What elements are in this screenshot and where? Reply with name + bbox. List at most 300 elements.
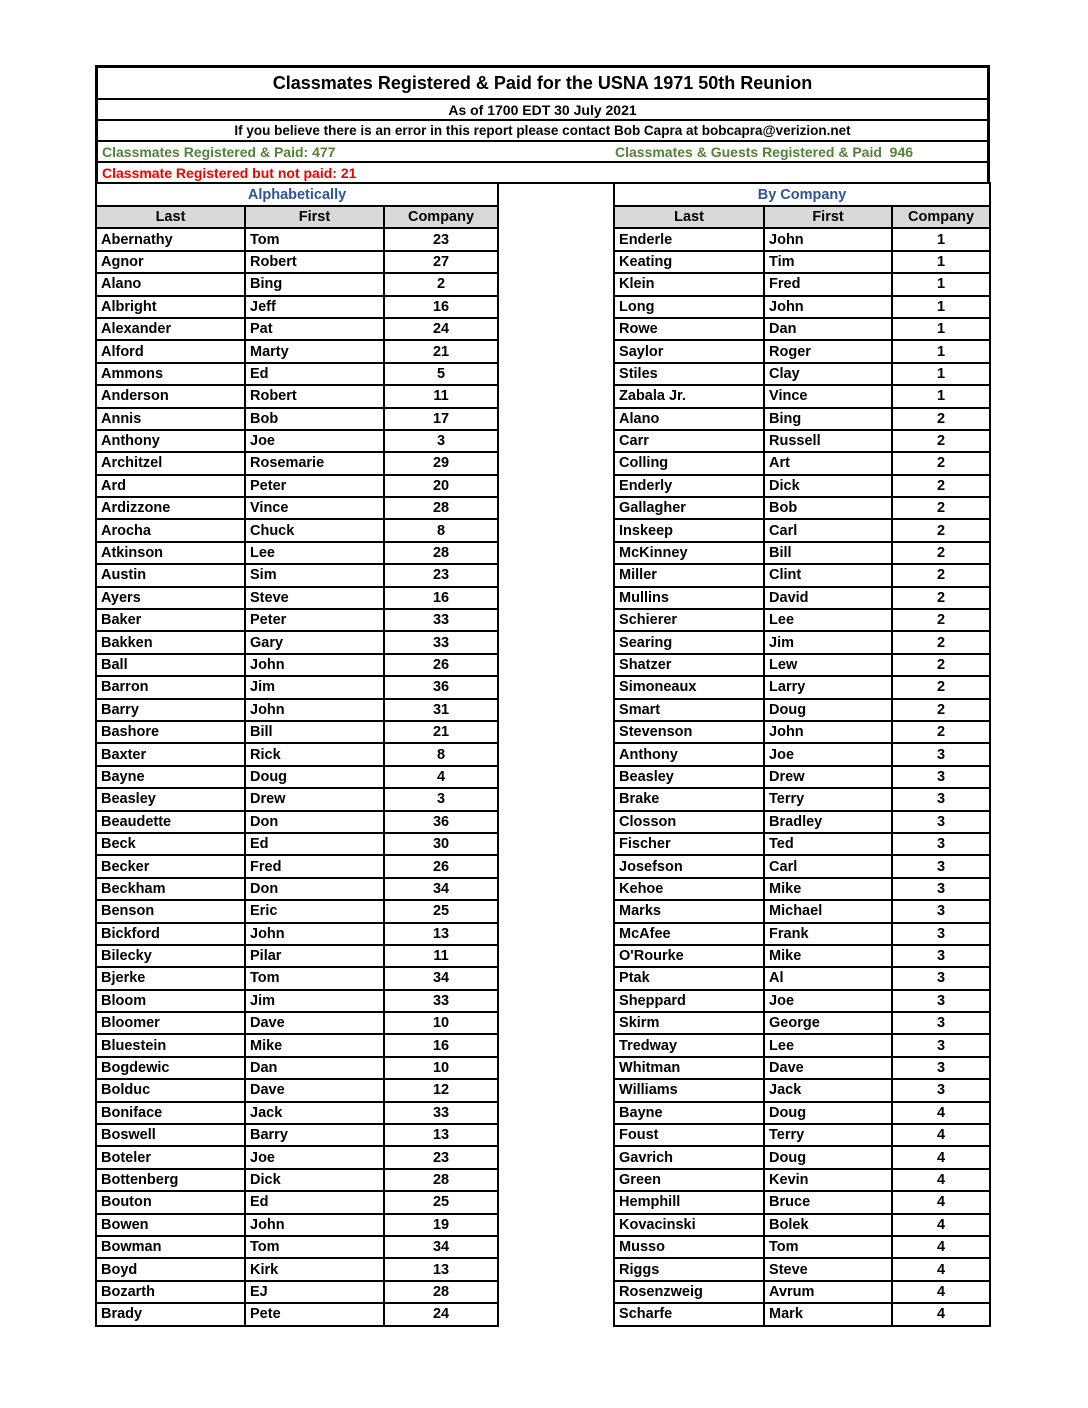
table-row <box>96 228 498 250</box>
table-cell: Chuck <box>245 519 384 541</box>
table-cell: 2 <box>892 475 990 497</box>
table-cell: Pilar <box>245 945 384 967</box>
table-cell: 3 <box>892 833 990 855</box>
table-row <box>96 654 498 676</box>
table-cell: Bob <box>764 497 892 519</box>
table-cell: John <box>245 923 384 945</box>
table-row <box>96 833 498 855</box>
table-cell: 8 <box>384 743 498 765</box>
table-cell: Dick <box>245 1169 384 1191</box>
table-cell: 28 <box>384 542 498 564</box>
table-row <box>614 497 990 519</box>
table-cell: 36 <box>384 811 498 833</box>
stats-row <box>98 140 987 161</box>
table-cell: Musso <box>614 1236 764 1258</box>
table-row <box>614 296 990 318</box>
table-cell: McKinney <box>614 542 764 564</box>
table-row <box>614 990 990 1012</box>
table-cell: Tom <box>764 1236 892 1258</box>
table-row <box>614 766 990 788</box>
table-cell: Stiles <box>614 363 764 385</box>
table-cell: 2 <box>892 676 990 698</box>
table-row <box>614 699 990 721</box>
table-row <box>614 878 990 900</box>
table-cell: Bolek <box>764 1214 892 1236</box>
column-header-first: First <box>764 206 892 228</box>
table-row <box>614 1303 990 1325</box>
table-cell: Art <box>764 452 892 474</box>
table-row <box>96 587 498 609</box>
table-cell: Joe <box>764 990 892 1012</box>
error-contact-note: If you believe there is an error in this report please contact Bob Capra at bobcapra@verizion.net <box>98 119 987 140</box>
table-cell: Inskeep <box>614 519 764 541</box>
table-row <box>96 542 498 564</box>
report-title: Classmates Registered & Paid for the USNA 1971 50th Reunion <box>272 72 813 93</box>
table-cell: Alano <box>96 273 245 295</box>
table-cell: 4 <box>384 766 498 788</box>
table-cell: 33 <box>384 990 498 1012</box>
table-cell: Boniface <box>96 1102 245 1124</box>
table-row <box>614 385 990 407</box>
table-cell: Kovacinski <box>614 1214 764 1236</box>
table-cell: 23 <box>384 1146 498 1168</box>
table-row <box>614 340 990 362</box>
table-cell: Carl <box>764 855 892 877</box>
table-cell: Riggs <box>614 1258 764 1280</box>
table-cell: 1 <box>892 340 990 362</box>
table-cell: Sheppard <box>614 990 764 1012</box>
table-cell: Mullins <box>614 587 764 609</box>
table-row <box>614 1236 990 1258</box>
table-cell: David <box>764 587 892 609</box>
table-cell: Smart <box>614 699 764 721</box>
table-cell: 1 <box>892 385 990 407</box>
table-cell: Tim <box>764 251 892 273</box>
table-cell: Mike <box>764 945 892 967</box>
table-row <box>614 1146 990 1168</box>
table-cell: Enderle <box>614 228 764 250</box>
table-cell: 3 <box>384 788 498 810</box>
table-row <box>96 340 498 362</box>
table-cell: Ball <box>96 654 245 676</box>
table-cell: John <box>245 1214 384 1236</box>
table-cell: Jim <box>245 990 384 1012</box>
table-cell: Carr <box>614 430 764 452</box>
column-header-first: First <box>245 206 384 228</box>
column-header-company: Company <box>892 206 990 228</box>
table-cell: Rick <box>245 743 384 765</box>
table-cell: Kevin <box>764 1169 892 1191</box>
table-cell: 8 <box>384 519 498 541</box>
table-cell: Don <box>245 811 384 833</box>
table-row <box>96 766 498 788</box>
table-cell: 2 <box>892 542 990 564</box>
table-cell: 23 <box>384 564 498 586</box>
table-cell: Bickford <box>96 923 245 945</box>
table-cell: Tredway <box>614 1034 764 1056</box>
table-cell: Stevenson <box>614 721 764 743</box>
table-cell: 2 <box>384 273 498 295</box>
table-cell: Sim <box>245 564 384 586</box>
table-title-row <box>614 183 990 206</box>
table-cell: 16 <box>384 296 498 318</box>
table-cell: 2 <box>892 721 990 743</box>
table-cell: 3 <box>892 1079 990 1101</box>
table-cell: Bowman <box>96 1236 245 1258</box>
table-cell: 31 <box>384 699 498 721</box>
table-row <box>96 318 498 340</box>
table-cell: 1 <box>892 228 990 250</box>
table-row <box>614 811 990 833</box>
table-cell: Steve <box>764 1258 892 1280</box>
table-row <box>96 564 498 586</box>
table-row <box>96 1034 498 1056</box>
table-cell: Rosenzweig <box>614 1281 764 1303</box>
table-cell: Robert <box>245 385 384 407</box>
table-cell: 2 <box>892 631 990 653</box>
table-cell: 25 <box>384 900 498 922</box>
table-cell: Rosemarie <box>245 452 384 474</box>
table-cell: 11 <box>384 385 498 407</box>
column-header-last: Last <box>96 206 245 228</box>
table-row <box>96 497 498 519</box>
table-cell: Barry <box>245 1124 384 1146</box>
table-cell: O'Rourke <box>614 945 764 967</box>
table-cell: 13 <box>384 923 498 945</box>
table-cell: 5 <box>384 363 498 385</box>
table-cell: 4 <box>892 1191 990 1213</box>
table-row <box>96 296 498 318</box>
tables-section <box>95 182 990 1327</box>
table-cell: Michael <box>764 900 892 922</box>
table-cell: 3 <box>892 1057 990 1079</box>
alphabetical-table <box>95 182 499 1327</box>
table-cell: 30 <box>384 833 498 855</box>
table-cell: 1 <box>892 296 990 318</box>
table-cell: Avrum <box>764 1281 892 1303</box>
table-cell: Keating <box>614 251 764 273</box>
table-cell: Dave <box>764 1057 892 1079</box>
table-cell: Ammons <box>96 363 245 385</box>
table-cell: Beck <box>96 833 245 855</box>
table-cell: 33 <box>384 631 498 653</box>
table-cell: 21 <box>384 340 498 362</box>
table-cell: Beckham <box>96 878 245 900</box>
table-cell: Benson <box>96 900 245 922</box>
table-cell: Roger <box>764 340 892 362</box>
table-row <box>96 609 498 631</box>
table-cell: Saylor <box>614 340 764 362</box>
table-cell: Anthony <box>96 430 245 452</box>
table-cell: Mike <box>245 1034 384 1056</box>
table-cell: Peter <box>245 609 384 631</box>
table-cell: 24 <box>384 1303 498 1325</box>
table-cell: Mark <box>764 1303 892 1325</box>
table-cell: Al <box>764 967 892 989</box>
column-header-row <box>614 206 990 228</box>
table-cell: 34 <box>384 967 498 989</box>
table-cell: Bowen <box>96 1214 245 1236</box>
table-cell: Albright <box>96 296 245 318</box>
table-row <box>96 475 498 497</box>
table-cell: Ard <box>96 475 245 497</box>
table-cell: Williams <box>614 1079 764 1101</box>
table-cell: 2 <box>892 654 990 676</box>
table-row <box>96 631 498 653</box>
table-cell: Fred <box>764 273 892 295</box>
table-cell: John <box>245 654 384 676</box>
table-cell: Bing <box>245 273 384 295</box>
table-row <box>614 1057 990 1079</box>
table-row <box>96 811 498 833</box>
table-cell: Alford <box>96 340 245 362</box>
table-row <box>96 1079 498 1101</box>
table-row <box>96 519 498 541</box>
table-cell: 4 <box>892 1214 990 1236</box>
table-row <box>614 609 990 631</box>
table-cell: Dan <box>245 1057 384 1079</box>
table-cell: Bill <box>245 721 384 743</box>
table-cell: Hemphill <box>614 1191 764 1213</box>
table-row <box>96 923 498 945</box>
table-cell: Alexander <box>96 318 245 340</box>
table-cell: Bolduc <box>96 1079 245 1101</box>
table-cell: Bashore <box>96 721 245 743</box>
table-row <box>614 721 990 743</box>
table-cell: Lee <box>764 609 892 631</box>
table-cell: 4 <box>892 1258 990 1280</box>
table-cell: Drew <box>245 788 384 810</box>
table-cell: Anthony <box>614 743 764 765</box>
table-row <box>614 967 990 989</box>
table-cell: Barry <box>96 699 245 721</box>
table-cell: Lee <box>245 542 384 564</box>
table-cell: Tom <box>245 228 384 250</box>
table-cell: Rowe <box>614 318 764 340</box>
table-row <box>96 990 498 1012</box>
table-cell: Drew <box>764 766 892 788</box>
table-row <box>96 1146 498 1168</box>
table-cell: 4 <box>892 1102 990 1124</box>
table-row <box>614 1281 990 1303</box>
table-cell: Eric <box>245 900 384 922</box>
table-cell: Bakken <box>96 631 245 653</box>
table-cell: 4 <box>892 1124 990 1146</box>
table-cell: 13 <box>384 1258 498 1280</box>
table-cell: Closson <box>614 811 764 833</box>
table-cell: George <box>764 1012 892 1034</box>
table-cell: Fischer <box>614 833 764 855</box>
table-cell: Gary <box>245 631 384 653</box>
table-cell: Zabala Jr. <box>614 385 764 407</box>
table-cell: 4 <box>892 1169 990 1191</box>
table-row <box>96 452 498 474</box>
table-cell: Bozarth <box>96 1281 245 1303</box>
table-row <box>614 430 990 452</box>
table-cell: Joe <box>245 430 384 452</box>
table-cell: Robert <box>245 251 384 273</box>
table-cell: Miller <box>614 564 764 586</box>
table-cell: Foust <box>614 1124 764 1146</box>
table-cell: Pat <box>245 318 384 340</box>
table-cell: Barron <box>96 676 245 698</box>
table-cell: Lee <box>764 1034 892 1056</box>
table-row <box>96 385 498 407</box>
table-cell: 34 <box>384 878 498 900</box>
table-cell: 28 <box>384 1169 498 1191</box>
table-cell: 2 <box>892 609 990 631</box>
table-cell: 36 <box>384 676 498 698</box>
table-row <box>614 1124 990 1146</box>
table-row <box>96 1057 498 1079</box>
table-cell: Ardizzone <box>96 497 245 519</box>
table-cell: Joe <box>245 1146 384 1168</box>
table-cell: Schierer <box>614 609 764 631</box>
table-row <box>614 1034 990 1056</box>
table-cell: Bottenberg <box>96 1169 245 1191</box>
table-cell: 21 <box>384 721 498 743</box>
table-cell: 11 <box>384 945 498 967</box>
table-cell: Boyd <box>96 1258 245 1280</box>
table-row <box>96 788 498 810</box>
table-cell: 10 <box>384 1012 498 1034</box>
table-cell: Bayne <box>614 1102 764 1124</box>
table-cell: Ed <box>245 1191 384 1213</box>
table-cell: Abernathy <box>96 228 245 250</box>
table-cell: 2 <box>892 452 990 474</box>
table-cell: Jeff <box>245 296 384 318</box>
table-cell: Pete <box>245 1303 384 1325</box>
table-row <box>614 251 990 273</box>
table-cell: 33 <box>384 609 498 631</box>
table-cell: Bruce <box>764 1191 892 1213</box>
table-cell: 3 <box>384 430 498 452</box>
table-cell: Bouton <box>96 1191 245 1213</box>
table-cell: Architzel <box>96 452 245 474</box>
table-cell: Vince <box>764 385 892 407</box>
table-cell: 3 <box>892 900 990 922</box>
table-row <box>96 743 498 765</box>
table-cell: Baxter <box>96 743 245 765</box>
table-cell: 4 <box>892 1146 990 1168</box>
table-row <box>614 1079 990 1101</box>
table-row <box>96 1012 498 1034</box>
table-cell: 24 <box>384 318 498 340</box>
table-cell: Simoneaux <box>614 676 764 698</box>
column-header-last: Last <box>614 206 764 228</box>
table-cell: Atkinson <box>96 542 245 564</box>
table-cell: Ed <box>245 833 384 855</box>
table-cell: Ayers <box>96 587 245 609</box>
table-cell: 4 <box>892 1303 990 1325</box>
table-cell: 28 <box>384 497 498 519</box>
reunion-report <box>95 65 990 1327</box>
table-cell: 3 <box>892 743 990 765</box>
table-row <box>614 408 990 430</box>
table-cell: Beasley <box>614 766 764 788</box>
table-cell: Searing <box>614 631 764 653</box>
table-cell: 2 <box>892 408 990 430</box>
stat-registered-paid: Classmates Registered & Paid: 477 <box>102 143 336 160</box>
table-cell: Austin <box>96 564 245 586</box>
stat-registered-not-paid-row <box>98 161 987 182</box>
table-row <box>96 900 498 922</box>
table-row <box>96 1102 498 1124</box>
table-cell: 1 <box>892 273 990 295</box>
table-row <box>614 654 990 676</box>
table-cell: 3 <box>892 1034 990 1056</box>
table-row <box>614 631 990 653</box>
table-cell: 10 <box>384 1057 498 1079</box>
table-cell: 3 <box>892 811 990 833</box>
table-cell: Kehoe <box>614 878 764 900</box>
table-cell: Tom <box>245 967 384 989</box>
table-cell: Peter <box>245 475 384 497</box>
table-cell: Clay <box>764 363 892 385</box>
table-cell: Dick <box>764 475 892 497</box>
table-cell: Brake <box>614 788 764 810</box>
table-cell: 16 <box>384 1034 498 1056</box>
table-cell: Becker <box>96 855 245 877</box>
table-row <box>614 363 990 385</box>
table-cell: Bluestein <box>96 1034 245 1056</box>
alphabetical-table-body <box>96 228 498 1325</box>
table-cell: 23 <box>384 228 498 250</box>
table-cell: Enderly <box>614 475 764 497</box>
table-row <box>96 855 498 877</box>
table-row <box>614 519 990 541</box>
table-row <box>614 318 990 340</box>
table-row <box>614 1012 990 1034</box>
table-row <box>96 363 498 385</box>
table-cell: 26 <box>384 855 498 877</box>
table-cell: 17 <box>384 408 498 430</box>
table-row <box>614 945 990 967</box>
table-row <box>96 1124 498 1146</box>
table-cell: Gallagher <box>614 497 764 519</box>
table-cell: Colling <box>614 452 764 474</box>
table-cell: 2 <box>892 519 990 541</box>
table-row <box>614 564 990 586</box>
table-cell: Ptak <box>614 967 764 989</box>
table-cell: Carl <box>764 519 892 541</box>
table-cell: Bayne <box>96 766 245 788</box>
table-row <box>96 251 498 273</box>
table-cell: Marty <box>245 340 384 362</box>
table-cell: 25 <box>384 1191 498 1213</box>
table-cell: John <box>245 699 384 721</box>
table-cell: 29 <box>384 452 498 474</box>
table-cell: 3 <box>892 855 990 877</box>
table-row <box>614 1102 990 1124</box>
table-cell: Gavrich <box>614 1146 764 1168</box>
table-cell: Jim <box>764 631 892 653</box>
table-cell: 3 <box>892 967 990 989</box>
table-cell: 2 <box>892 564 990 586</box>
table-row <box>96 1303 498 1325</box>
table-cell: Beaudette <box>96 811 245 833</box>
table-cell: Alano <box>614 408 764 430</box>
table-cell: Doug <box>764 1102 892 1124</box>
table-cell: 3 <box>892 1012 990 1034</box>
report-timestamp: As of 1700 EDT 30 July 2021 <box>98 98 987 119</box>
table-cell: Boswell <box>96 1124 245 1146</box>
table-cell: Jim <box>245 676 384 698</box>
table-cell: McAfee <box>614 923 764 945</box>
table-cell: Boteler <box>96 1146 245 1168</box>
table-cell: 2 <box>892 430 990 452</box>
table-cell: 33 <box>384 1102 498 1124</box>
